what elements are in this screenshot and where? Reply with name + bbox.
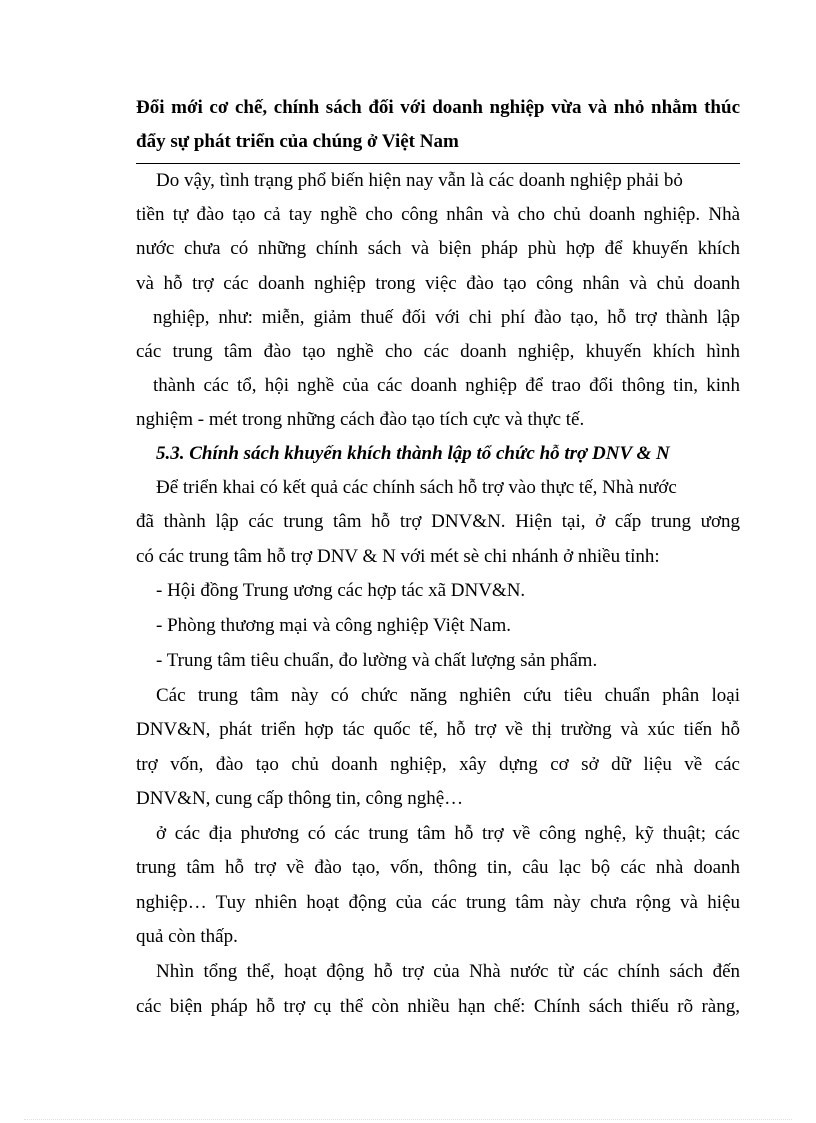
list-item: - Hội đồng Trung ương các hợp tác xã DNV&N. (156, 580, 526, 601)
paragraph-line: các trung tâm đào tạo nghề cho các doanh nghiệp, khuyến khích hình (136, 341, 740, 362)
paragraph-line: quả còn thấp. (136, 926, 238, 947)
header-divider (136, 163, 740, 164)
paragraph-line: nghiệp, như: miễn, giảm thuế đối với chi phí đào tạo, hỗ trợ thành lập (153, 307, 740, 328)
paragraph-line: ở các địa phương có các trung tâm hỗ trợ về công nghệ, kỹ thuật; các (156, 823, 740, 844)
paragraph-line: và hỗ trợ các doanh nghiệp trong việc đào tạo công nhân và chủ doanh (136, 273, 740, 294)
page-bottom-border (24, 1119, 792, 1120)
paragraph-line: Các trung tâm này có chức năng nghiên cứu tiêu chuẩn phân loại (156, 685, 740, 706)
paragraph-line: nước chưa có những chính sách và biện pháp phù hợp để khuyến khích (136, 238, 740, 259)
paragraph-line: DNV&N, cung cấp thông tin, công nghệ… (136, 788, 464, 809)
list-item: - Trung tâm tiêu chuẩn, đo lường và chất lượng sản phẩm. (156, 650, 598, 671)
document-header-title: Đổi mới cơ chế, chính sách đối với doanh nghiệp vừa và nhỏ nhằm thúc đẩy sự phát triển của chúng ở Việt Nam (136, 97, 740, 152)
paragraph-line: trung tâm hỗ trợ về đào tạo, vốn, thông tin, câu lạc bộ các nhà doanh (136, 857, 740, 878)
paragraph-line: đã thành lập các trung tâm hỗ trợ DNV&N. Hiện tại, ở cấp trung ương (136, 511, 740, 532)
paragraph-line: nghiệp… Tuy nhiên hoạt động của các trung tâm này chưa rộng và hiệu (136, 892, 740, 913)
paragraph-line: Để triển khai có kết quả các chính sách hỗ trợ vào thực tế, Nhà nước (156, 477, 677, 498)
paragraph-line: trợ vốn, đào tạo chủ doanh nghiệp, xây dựng cơ sở dữ liệu về các (136, 754, 740, 775)
paragraph-line: nghiệm - mét trong những cách đào tạo tích cực và thực tế. (136, 409, 585, 430)
paragraph-line: Do vậy, tình trạng phổ biến hiện nay vẫn là các doanh nghiệp phải bỏ (156, 170, 683, 191)
paragraph-line: các biện pháp hỗ trợ cụ thể còn nhiều hạn chế: Chính sách thiếu rõ ràng, (136, 996, 740, 1017)
paragraph-line: tiền tự đào tạo cả tay nghề cho công nhân và cho chủ doanh nghiệp. Nhà (136, 204, 740, 225)
paragraph-line: thành các tổ, hội nghề của các doanh nghiệp để trao đổi thông tin, kinh (153, 375, 740, 396)
paragraph-line: có các trung tâm hỗ trợ DNV & N với mét sè chi nhánh ở nhiều tỉnh: (136, 546, 660, 567)
list-item: - Phòng thương mại và công nghiệp Việt Nam. (156, 615, 511, 636)
section-heading: 5.3. Chính sách khuyến khích thành lập tổ chức hỗ trợ DNV & N (156, 443, 670, 464)
paragraph-line: DNV&N, phát triển hợp tác quốc tế, hỗ trợ về thị trường và xúc tiến hỗ (136, 719, 740, 740)
paragraph-line: Nhìn tổng thể, hoạt động hỗ trợ của Nhà nước từ các chính sách đến (156, 961, 740, 982)
